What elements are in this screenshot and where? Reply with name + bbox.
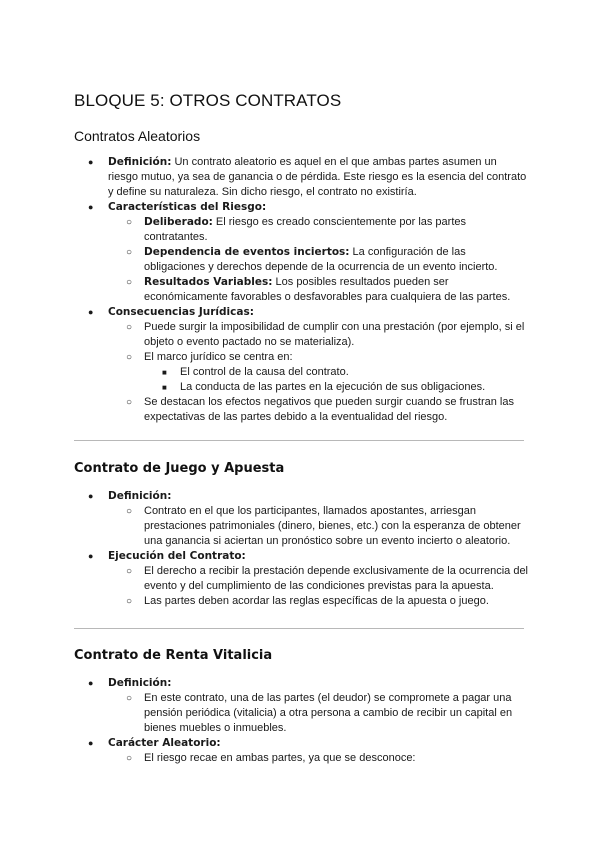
list-item: ■ La conducta de las partes en la ejecución de sus obligaciones. bbox=[162, 381, 486, 393]
list-item: ○ Contrato en el que los participantes, llamados apostantes, arriesgan prestaciones patrimoniales (dinero, bienes, etc.) con la esperanza de obtener una ganancia si aciertan un pronóstico sobre un evento incierto o aleatorio. bbox=[126, 505, 521, 547]
bullet-circle-icon: ○ bbox=[126, 247, 133, 258]
bullet-disc-icon: ● bbox=[88, 491, 94, 501]
list-item: ● Carácter Aleatorio: bbox=[88, 737, 221, 749]
bullet-circle-icon: ○ bbox=[126, 566, 133, 577]
section-divider bbox=[74, 440, 524, 441]
bullet-square-icon: ■ bbox=[162, 368, 167, 377]
list-item: ○ El derecho a recibir la prestación depende exclusivamente de la ocurrencia del evento y del cumplimiento de las condiciones previstas para la apuesta. bbox=[126, 565, 529, 592]
bullet-circle-icon: ○ bbox=[126, 596, 133, 607]
bullet-disc-icon: ● bbox=[88, 678, 94, 688]
bullet-square-icon: ■ bbox=[162, 383, 167, 392]
bullet-circle-icon: ○ bbox=[126, 217, 133, 228]
list-item: ● Definición: bbox=[88, 490, 172, 502]
bullet-disc-icon: ● bbox=[88, 738, 94, 748]
bullet-disc-icon: ● bbox=[88, 202, 94, 212]
list-item: ○ En este contrato, una de las partes (el deudor) se compromete a pagar una pensión periódica (vitalicia) a otra persona a cambio de recibir un capital en bienes muebles o inmuebles. bbox=[126, 692, 513, 734]
bullet-disc-icon: ● bbox=[88, 551, 94, 561]
bullet-circle-icon: ○ bbox=[126, 352, 133, 363]
bullet-circle-icon: ○ bbox=[126, 753, 133, 764]
section-heading-renta-vitalicia: Contrato de Renta Vitalicia bbox=[74, 648, 273, 663]
bullet-circle-icon: ○ bbox=[126, 397, 133, 408]
list-item: ○ Dependencia de eventos inciertos: La configuración de las obligaciones y derechos depende de la ocurrencia de un evento incierto. bbox=[126, 246, 498, 273]
list-item: ○ El marco jurídico se centra en: bbox=[126, 351, 293, 363]
bullet-disc-icon: ● bbox=[88, 307, 94, 317]
list-item: ○ Deliberado: El riesgo es creado conscientemente por las partes contratantes. bbox=[126, 216, 467, 243]
bullet-circle-icon: ○ bbox=[126, 506, 133, 517]
list-item: ○ Se destacan los efectos negativos que pueden surgir cuando se frustran las expectativas de las partes debido a la eventualidad del riesgo. bbox=[126, 396, 514, 423]
list-item: ○ Resultados Variables: Los posibles resultados pueden ser económicamente favorables o desfavorables para cualquiera de las partes. bbox=[126, 276, 511, 303]
bullet-disc-icon: ● bbox=[88, 157, 94, 167]
list-item: ○ Puede surgir la imposibilidad de cumplir con una prestación (por ejemplo, si el objeto o evento pactado no se materializa). bbox=[126, 321, 525, 348]
bullet-circle-icon: ○ bbox=[126, 693, 133, 704]
page-title: BLOQUE 5: OTROS CONTRATOS bbox=[74, 91, 342, 110]
bullet-circle-icon: ○ bbox=[126, 322, 133, 333]
list-item: ● Definición: Un contrato aleatorio es aquel en el que ambas partes asumen un riesgo mutuo, ya sea de ganancia o de pérdida. Este riesgo es la esencia del contrato y define su naturaleza. Sin dicho riesgo, el contrato no existiría. bbox=[88, 156, 527, 198]
list-item: ● Ejecución del Contrato: bbox=[88, 550, 246, 562]
list-item: ● Consecuencias Jurídicas: bbox=[88, 306, 254, 318]
section-heading-contratos-aleatorios: Contratos Aleatorios bbox=[74, 128, 201, 144]
list-item: ● Características del Riesgo: bbox=[88, 201, 267, 213]
list-item: ○ Las partes deben acordar las reglas específicas de la apuesta o juego. bbox=[126, 595, 489, 607]
bullet-circle-icon: ○ bbox=[126, 277, 133, 288]
list-item: ● Definición: bbox=[88, 677, 172, 689]
list-item: ■ El control de la causa del contrato. bbox=[162, 366, 349, 378]
list-item: ○ El riesgo recae en ambas partes, ya que se desconoce: bbox=[126, 752, 416, 764]
section-heading-juego-apuesta: Contrato de Juego y Apuesta bbox=[74, 461, 285, 476]
section-divider bbox=[74, 628, 524, 629]
